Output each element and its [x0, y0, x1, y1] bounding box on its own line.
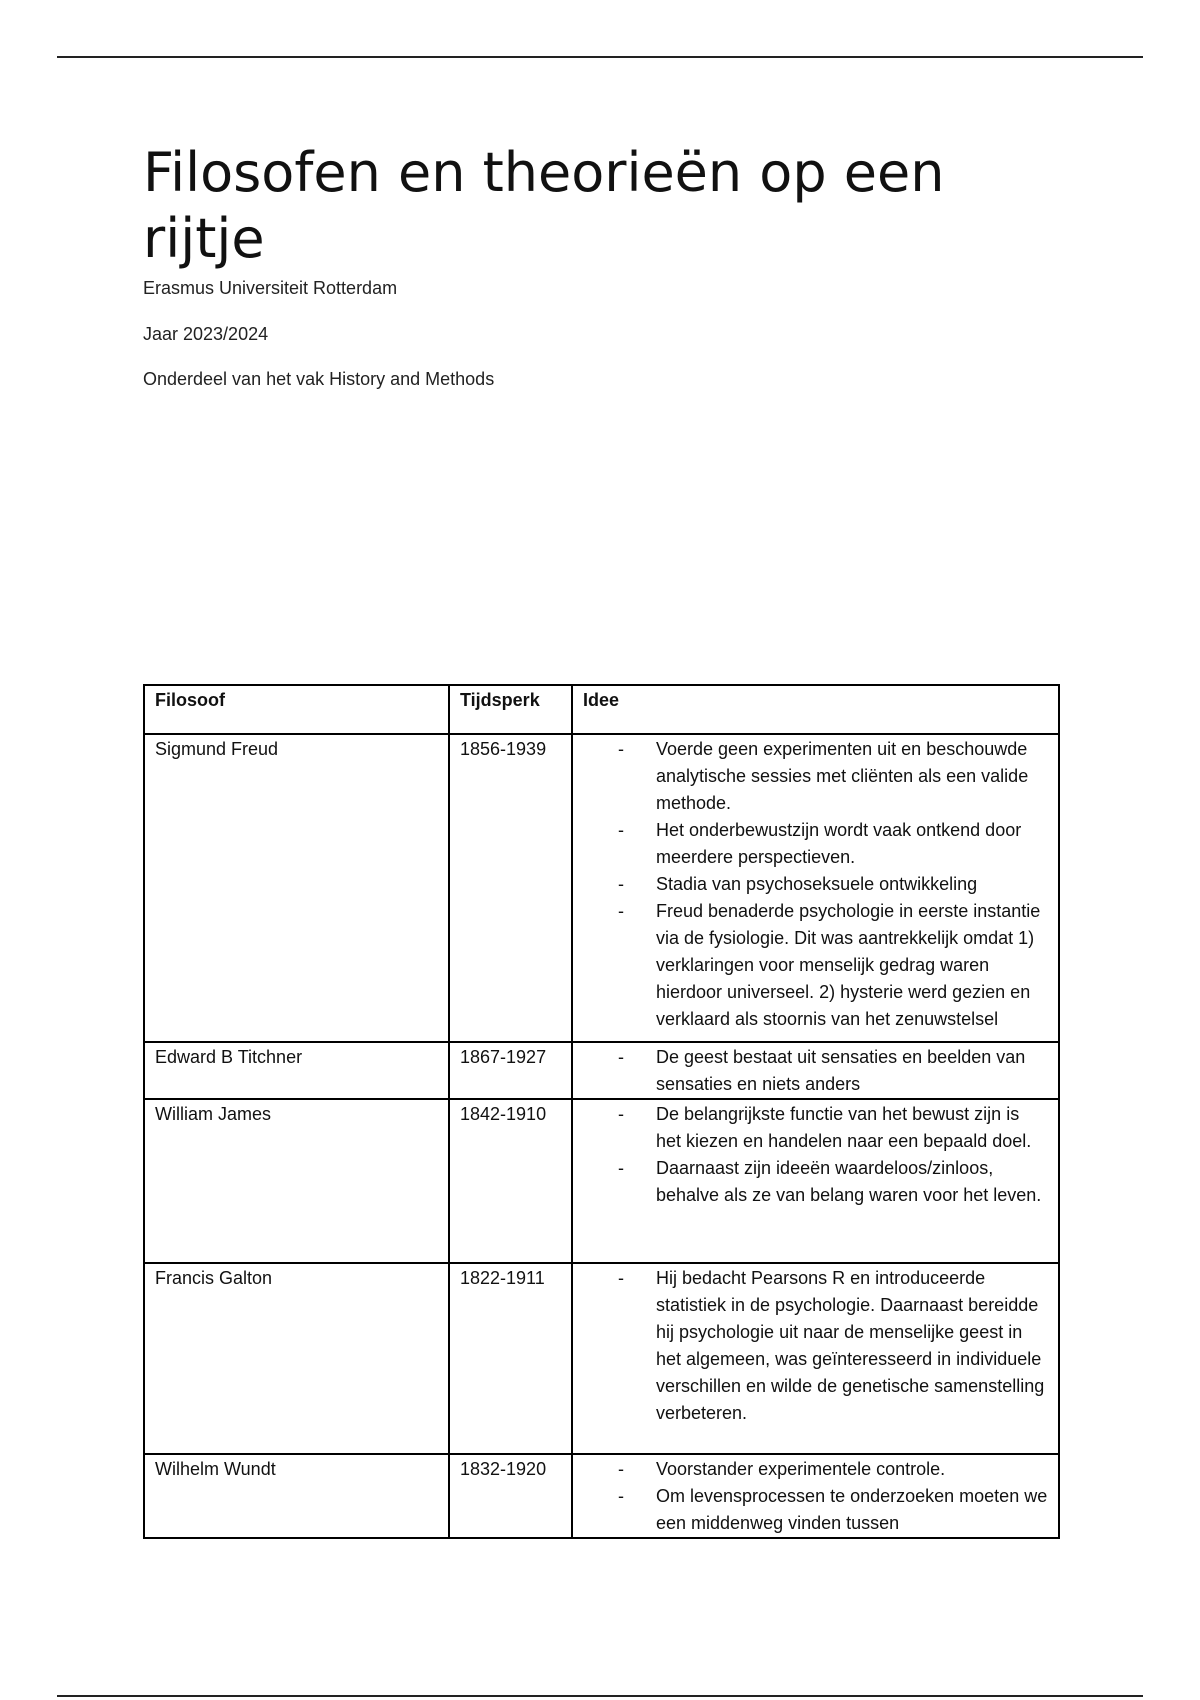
academic-year: Jaar 2023/2024 [143, 324, 269, 344]
header-idea: Idee [572, 685, 1059, 734]
idea-item: - Hij bedacht Pearsons R en introduceerde statistiek in de psychologie. Daarnaast bereidde hij psychologie uit naar de menselijke geest in het algemeen, was geïnteresseerd in individuele verschillen en wilde de genetische samenstelling verbeteren. [583, 1265, 1048, 1427]
idea-item: - Voorstander experimentele controle. [583, 1456, 1048, 1483]
philosopher-ideas [572, 734, 1059, 1042]
philosopher-period: 1867-1927 [449, 1042, 572, 1099]
philosopher-ideas [572, 1042, 1059, 1099]
idea-item: - Voerde geen experimenten uit en beschouwde analytische sessies met cliënten als een valide methode. [583, 736, 1048, 817]
course-name: Onderdeel van het vak History and Methods [143, 369, 495, 389]
philosopher-name: Edward B Titchner [144, 1042, 449, 1099]
university-name: Erasmus Universiteit Rotterdam [143, 278, 398, 298]
table-row [144, 734, 1059, 1042]
idea-item: - Stadia van psychoseksuele ontwikkeling [583, 871, 1048, 898]
philosopher-name: Francis Galton [144, 1263, 449, 1454]
table-header-row [144, 685, 1059, 734]
idea-item: - Daarnaast zijn ideeën waardeloos/zinloos, behalve als ze van belang waren voor het leven. [583, 1155, 1048, 1209]
idea-list [583, 1265, 1048, 1427]
table-row [144, 1454, 1059, 1538]
idea-item: - De geest bestaat uit sensaties en beelden van sensaties en niets anders [583, 1044, 1048, 1098]
philosopher-ideas [572, 1454, 1059, 1538]
philosopher-period: 1832-1920 [449, 1454, 572, 1538]
idea-item: - Het onderbewustzijn wordt vaak ontkend door meerdere perspectieven. [583, 817, 1048, 871]
idea-item: - Om levensprocessen te onderzoeken moeten we een middenweg vinden tussen [583, 1483, 1048, 1537]
table-row [144, 1042, 1059, 1099]
philosophers-table [143, 684, 1060, 1539]
header-period: Tijdsperk [449, 685, 572, 734]
philosopher-period: 1822-1911 [449, 1263, 572, 1454]
idea-list [583, 1044, 1048, 1098]
philosopher-name: Wilhelm Wundt [144, 1454, 449, 1538]
idea-item: - De belangrijkste functie van het bewust zijn is het kiezen en handelen naar een bepaald doel. [583, 1101, 1048, 1155]
philosopher-ideas [572, 1263, 1059, 1454]
idea-item: - Freud benaderde psychologie in eerste instantie via de fysiologie. Dit was aantrekkelijk omdat 1) verklaringen voor menselijk gedrag waren hierdoor universeel. 2) hysterie werd gezien en verklaard als stoornis van het zenuwstelsel [583, 898, 1048, 1033]
philosopher-ideas [572, 1099, 1059, 1263]
idea-list [583, 736, 1048, 1033]
document-title: Filosofen en theorieën op een rijtje [143, 141, 945, 270]
philosopher-name: Sigmund Freud [144, 734, 449, 1042]
header-philosopher: Filosoof [144, 685, 449, 734]
top-divider [57, 56, 1143, 58]
philosopher-period: 1842-1910 [449, 1099, 572, 1263]
idea-list [583, 1101, 1048, 1209]
philosopher-name: William James [144, 1099, 449, 1263]
table-row [144, 1099, 1059, 1263]
table-row [144, 1263, 1059, 1454]
idea-list [583, 1456, 1048, 1537]
bottom-divider [57, 1695, 1143, 1697]
philosopher-period: 1856-1939 [449, 734, 572, 1042]
